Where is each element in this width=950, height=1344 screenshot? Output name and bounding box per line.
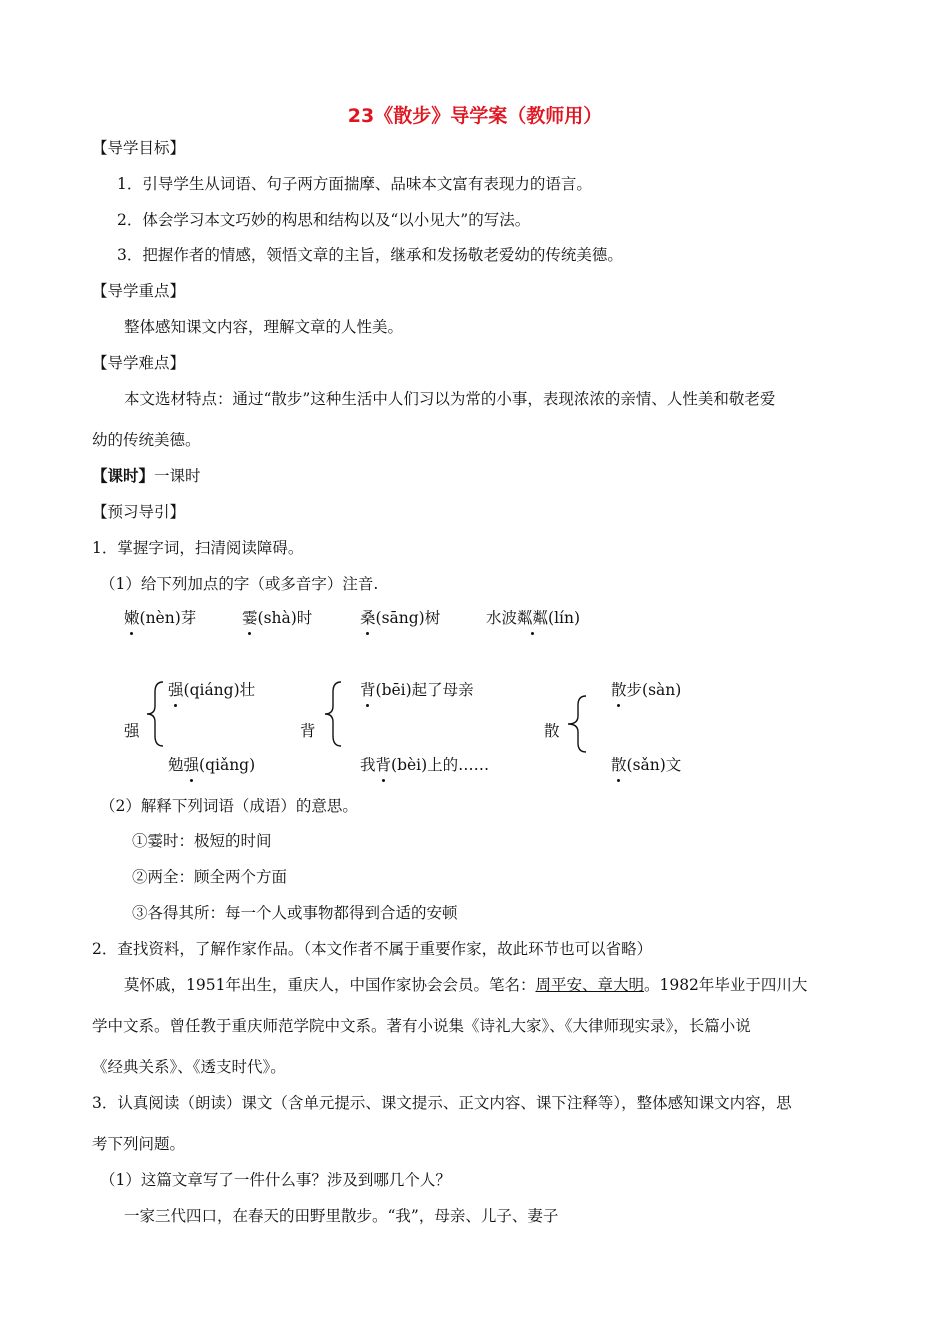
preview-step-1-1: （1）给下列加点的字（或多音字）注音. xyxy=(100,575,379,593)
word-prefix: 水波 xyxy=(486,609,518,627)
author-line-1 xyxy=(124,975,807,995)
dotted-char: 霎 xyxy=(242,609,258,627)
difficulty-heading: 【导学难点】 xyxy=(92,354,186,372)
poly-char-qiang: 强 xyxy=(124,722,140,740)
poly-bei-top xyxy=(360,680,474,700)
author-text: 莫怀戚，1951年出生，重庆人，中国作家协会会员。笔名： xyxy=(124,976,536,994)
question-1: （1）这篇文章写了一件什么事？涉及到哪几个人？ xyxy=(100,1171,451,1189)
pen-names: 周平安、章大明 xyxy=(535,976,644,994)
pinyin: (shà)时 xyxy=(257,609,313,627)
goal-item-1: 1．引导学生从词语、句子两方面揣摩、品味本文富有表现力的语言。 xyxy=(117,175,592,193)
pinyin: 步(sàn) xyxy=(626,681,682,699)
def-item-1: ①霎时：极短的时间 xyxy=(132,832,272,850)
period-heading: 【课时】 xyxy=(92,466,155,485)
difficulty-line-1: 本文选材特点：通过“散步”这种生活中人们习以为常的小事，表现浓浓的亲情、人性美和敬老爱 xyxy=(124,390,776,408)
dotted-char: 强 xyxy=(168,681,184,699)
word-prefix: 勉 xyxy=(168,756,184,774)
def-item-2: ②两全：顾全两个方面 xyxy=(132,868,288,886)
poly-char-san: 散 xyxy=(544,722,560,740)
preview-step-2: 2．查找资料，了解作家作品。（本文作者不属于重要作家，故此环节也可以省略） xyxy=(92,940,653,958)
poly-qiang-bottom xyxy=(168,755,255,775)
goals-heading: 【导学目标】 xyxy=(92,139,186,157)
preview-step-3-line-1: 3．认真阅读（朗读）课文（含单元提示、课文提示、正文内容、课下注释等），整体感知课文内容，思 xyxy=(92,1094,792,1112)
key-heading: 【导学重点】 xyxy=(92,282,186,300)
dotted-char: 嫩 xyxy=(124,609,140,627)
goal-item-3: 3．把握作者的情感，领悟文章的主旨，继承和发扬敬老爱幼的传统美德。 xyxy=(117,246,623,264)
dotted-char: 散 xyxy=(611,756,627,774)
pinyin: (sǎn)文 xyxy=(626,756,682,774)
poly-san-bottom xyxy=(611,755,681,775)
poly-bei-bottom xyxy=(360,755,489,775)
difficulty-line-2: 幼的传统美德。 xyxy=(92,431,201,449)
period-line xyxy=(92,466,201,486)
word-1 xyxy=(124,608,196,628)
author-line-2: 学中文系。曾任教于重庆师范学院中文系。著有小说集《诗礼大家》、《大律师现实录》，长篇小说 xyxy=(92,1017,751,1035)
poly-san-top xyxy=(611,680,681,700)
pinyin: (qiǎng) xyxy=(199,756,256,774)
key-text: 整体感知课文内容，理解文章的人性美。 xyxy=(124,318,404,336)
def-item-3: ③各得其所：每一个人或事物都得到合适的安顿 xyxy=(132,904,458,922)
author-line-3: 《经典关系》、《透支时代》。 xyxy=(92,1058,286,1076)
preview-heading: 【预习导引】 xyxy=(92,503,186,521)
word-3 xyxy=(360,608,440,628)
pinyin: (nèn)芽 xyxy=(139,609,197,627)
poly-qiang-top xyxy=(168,680,255,700)
page-title: 23《散步》导学案（教师用） xyxy=(347,105,603,127)
pinyin: (sāng)树 xyxy=(375,609,441,627)
word-prefix: 我 xyxy=(360,756,376,774)
preview-step-3-line-2: 考下列问题。 xyxy=(92,1135,186,1153)
word-4 xyxy=(486,608,580,628)
dotted-char: 背 xyxy=(360,681,376,699)
dotted-char: 背 xyxy=(375,756,392,774)
pinyin: (bēi)起了母亲 xyxy=(375,681,474,699)
brace-icon xyxy=(323,680,343,748)
author-text: 。1982年毕业于四川大 xyxy=(643,976,808,994)
pinyin: (lín) xyxy=(548,609,581,627)
dotted-char: 粼粼 xyxy=(517,609,549,627)
poly-char-bei: 背 xyxy=(300,722,316,740)
pinyin: (qiáng)壮 xyxy=(183,681,256,699)
dotted-char: 桑 xyxy=(360,609,376,627)
brace-icon xyxy=(566,694,588,754)
preview-step-1: 1．掌握字词，扫清阅读障碍。 xyxy=(92,539,304,557)
goal-item-2: 2．体会学习本文巧妙的构思和结构以及“以小见大”的写法。 xyxy=(117,211,531,229)
pinyin: (bèi)上的…… xyxy=(391,756,490,774)
dotted-char: 散 xyxy=(611,681,627,699)
preview-step-1-2: （2）解释下列词语（成语）的意思。 xyxy=(100,797,358,815)
word-2 xyxy=(242,608,312,628)
period-text: 一课时 xyxy=(154,467,201,485)
brace-icon xyxy=(145,680,165,748)
answer-1: 一家三代四口，在春天的田野里散步。“我”，母亲、儿子、妻子 xyxy=(124,1207,559,1225)
dotted-char: 强 xyxy=(183,756,200,774)
